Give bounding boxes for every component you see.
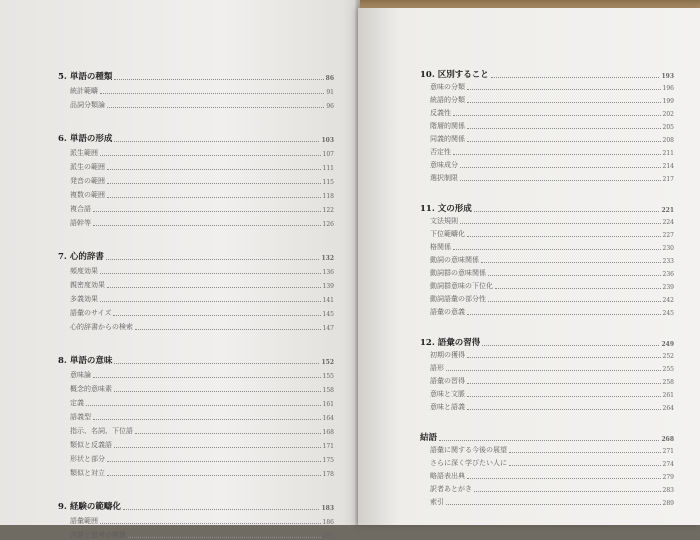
entry-title: 文法規則 [430,217,458,225]
entry-title: 発音の範囲 [70,177,105,185]
entry-title: 意味と語義 [430,403,465,411]
dot-leader [495,288,661,289]
dot-leader [488,275,661,276]
toc-entry [430,307,674,317]
page-number: 152 [321,359,334,366]
toc-entry [70,440,334,450]
toc-entry [70,384,334,394]
entry-title: 否定性 [430,148,451,156]
page-number: 168 [322,429,334,436]
entry-title: 選択制限 [430,174,458,182]
entry-title: 初期の獲得 [430,351,465,359]
dot-leader [467,236,661,237]
toc-entry [70,266,334,276]
entry-title: 類似と反義語 [70,441,112,449]
page-number: 283 [662,487,674,494]
toc-section-heading [58,132,334,144]
dot-leader [453,115,661,116]
page-number: 141 [322,297,334,304]
section-title: 11. 文の形成 [420,204,472,214]
entry-title: 派生の範囲 [70,163,105,171]
page-number: 239 [662,284,674,291]
page-number: 145 [322,311,334,318]
entry-title: 頻度効果 [70,267,98,275]
page-number: 189 [322,533,334,540]
page-number: 202 [662,111,674,118]
entry-title: 格関係 [430,243,451,251]
dot-leader [100,155,321,156]
page-number: 252 [662,353,674,360]
entry-title: 索引 [430,498,444,506]
page-number: 264 [662,405,674,412]
page-number: 183 [321,505,334,512]
toc-entry [70,454,334,464]
dot-leader [107,287,321,288]
dot-leader [488,301,661,302]
section-title: 10. 区別すること [420,70,489,80]
dot-leader [481,262,661,263]
toc-entry [70,162,334,172]
page-number: 126 [322,221,334,228]
entry-title: 複合語 [70,205,91,213]
toc-entry [430,108,674,118]
dot-leader [453,249,661,250]
entry-title: 語彙の意義 [430,308,465,316]
page-number: 233 [662,258,674,265]
toc-entry [430,445,674,455]
toc-entry [430,82,674,92]
dot-leader [509,452,661,453]
section-title: 9. 経験の範疇化 [58,502,121,512]
dot-leader [128,537,321,538]
toc-entry [70,204,334,214]
page-number: 230 [662,245,674,252]
entry-title: 語彙の習得 [430,377,465,385]
page-number: 186 [322,519,334,526]
entry-title: 略語表出典 [430,472,465,480]
toc-entry [430,484,674,494]
section-title: 6. 単語の形成 [58,134,113,144]
entry-title: 統計範疇 [70,87,98,95]
page-number: 221 [661,207,674,214]
dot-leader [107,475,321,476]
toc-entry [70,294,334,304]
dot-leader [460,167,661,168]
entry-title: 派生範囲 [70,149,98,157]
page-number: 175 [322,457,334,464]
entry-title: 定義 [70,399,84,407]
dot-leader [446,504,661,505]
page-number: 103 [321,137,334,144]
dot-leader [93,377,321,378]
toc-entry [430,350,674,360]
toc-entry [70,370,334,380]
dot-leader [93,211,321,212]
toc-section-heading [58,250,334,262]
toc-entry [430,173,674,183]
page-number: 115 [322,179,334,186]
page-number: 227 [662,232,674,239]
toc-entry [430,242,674,252]
entry-title: 複数の範囲 [70,191,105,199]
page-number: 211 [662,150,674,157]
toc-entry [70,426,334,436]
entry-title: 心的辞書からの検索 [70,323,133,331]
page-number: 132 [321,255,334,262]
toc-entry [70,322,334,332]
toc-entry [430,281,674,291]
page-number: 91 [326,89,334,96]
toc-entry [430,294,674,304]
section-title: 12. 語彙の習得 [420,338,481,348]
entry-title: 類似と対立 [70,469,105,477]
entry-title: 下位範疇化 [430,230,465,238]
toc-entry [70,468,334,478]
dot-leader [113,315,320,316]
page-number: 242 [662,297,674,304]
page-number: 178 [322,471,334,478]
entry-title: 意味論 [70,371,91,379]
dot-leader [100,523,321,524]
entry-title: 言語と思考の関係 [70,531,126,539]
section-title: 結語 [420,433,438,443]
dot-leader [114,79,323,80]
toc-section-heading [58,354,334,366]
entry-title: 語彙に関する今後の展望 [430,446,507,454]
entry-title: 訳者あとがき [430,485,472,493]
dot-leader [453,154,661,155]
dot-leader [107,197,321,198]
page-number: 196 [662,85,674,92]
page-number: 193 [661,73,674,80]
entry-title: 語彙範囲 [70,517,98,525]
toc-entry [430,95,674,105]
toc-entry [430,497,674,507]
toc-entry [430,268,674,278]
page-number: 122 [322,207,334,214]
entry-title: 階層的関係 [430,122,465,130]
entry-title: さらに深く学びたい人に [430,459,507,467]
page-number: 205 [662,124,674,131]
toc-entry [70,280,334,290]
entry-title: 意味と文脈 [430,390,465,398]
page-number: 199 [662,98,674,105]
toc-entry [430,147,674,157]
dot-leader [460,223,661,224]
page-number: 158 [322,387,334,394]
dot-leader [467,128,661,129]
toc-entry [430,229,674,239]
page-number: 118 [322,193,334,200]
section-title: 5. 単語の種類 [58,72,113,82]
page-number: 258 [662,379,674,386]
dot-leader [100,301,321,302]
page-number: 279 [662,474,674,481]
entry-title: 動詞の意味関係 [430,256,479,264]
dot-leader [467,89,661,90]
dot-leader [114,447,321,448]
dot-leader [114,391,321,392]
toc-entry [430,216,674,226]
dot-leader [467,102,661,103]
entry-title: 概念的意味素 [70,385,112,393]
toc-section-heading [58,500,334,512]
page-number: 268 [661,436,674,443]
toc-entry [70,530,334,540]
page-number: 147 [322,325,334,332]
dot-leader [474,211,660,212]
dot-leader [93,419,321,420]
dot-leader [100,273,321,274]
toc-section-heading [420,202,674,214]
dot-leader [123,509,320,510]
entry-title: 動詞群意味の下位化 [430,282,493,290]
page-number: 214 [662,163,674,170]
page-number: 96 [326,103,334,110]
entry-title: 語幹等 [70,219,91,227]
dot-leader [114,363,319,364]
toc-section-heading [420,68,674,80]
toc-entry [70,100,334,110]
dot-leader [446,370,661,371]
dot-leader [135,329,321,330]
toc-entry [430,363,674,373]
dot-leader [491,77,660,78]
dot-leader [467,478,661,479]
dot-leader [467,396,661,397]
toc-entry [70,148,334,158]
dot-leader [482,345,659,346]
page-number: 255 [662,366,674,373]
entry-title: 反義性 [430,109,451,117]
page-number: 161 [322,401,334,408]
entry-title: 形状と部分 [70,455,105,463]
dot-leader [474,491,661,492]
toc-entry [70,308,334,318]
entry-title: 語彙のサイズ [70,309,112,317]
page-number: 224 [662,219,674,226]
page-number: 171 [322,443,334,450]
page-number: 274 [662,461,674,468]
dot-leader [467,141,661,142]
entry-title: 統語的分類 [430,96,465,104]
entry-title: 品詞分類論 [70,101,105,109]
entry-title: 多義効果 [70,295,98,303]
dot-leader [135,433,321,434]
toc-section-heading [420,336,674,348]
dot-leader [107,183,321,184]
page-number: 164 [322,415,334,422]
page-number: 139 [322,283,334,290]
toc-entry [70,190,334,200]
dot-leader [439,440,659,441]
page-number: 236 [662,271,674,278]
toc-entry [430,402,674,412]
entry-title: 同義的関係 [430,135,465,143]
entry-title: 動詞語彙の部分性 [430,295,486,303]
dot-leader [106,259,320,260]
dot-leader [467,383,661,384]
toc-entry [70,86,334,96]
dot-leader [93,225,321,226]
entry-title: 親密度効果 [70,281,105,289]
dot-leader [114,141,319,142]
toc-entry [430,160,674,170]
toc-entry [430,389,674,399]
page-number: 271 [662,448,674,455]
toc-entry [70,218,334,228]
entry-title: 意味成分 [430,161,458,169]
dot-leader [467,314,661,315]
page-number: 111 [322,165,334,172]
section-title: 7. 心的辞書 [58,252,104,262]
toc-entry [70,412,334,422]
dot-leader [509,465,661,466]
page-number: 261 [662,392,674,399]
dot-leader [467,357,661,358]
toc-entry [430,255,674,265]
toc-entry [430,376,674,386]
entry-title: 動詞群の意味関係 [430,269,486,277]
toc-section-heading [58,70,334,82]
entry-title: 意味の分類 [430,83,465,91]
dot-leader [107,107,324,108]
page-number: 136 [322,269,334,276]
dot-leader [467,409,661,410]
dot-leader [460,180,661,181]
entry-title: 指示、名詞、下位語 [70,427,133,435]
toc-section-heading [420,431,674,443]
page-number: 289 [662,500,674,507]
dot-leader [100,93,324,94]
entry-title: 語形 [430,364,444,372]
toc-entry [430,134,674,144]
dot-leader [107,461,321,462]
section-title: 8. 単語の意味 [58,356,113,366]
page-number: 217 [662,176,674,183]
toc-entry [430,121,674,131]
toc-entry [430,458,674,468]
page-number: 245 [662,310,674,317]
page-number: 155 [322,373,334,380]
entry-title: 語義型 [70,413,91,421]
toc-entry [70,176,334,186]
page-number: 249 [661,341,674,348]
toc-entry [430,471,674,481]
dot-leader [86,405,321,406]
page-number: 208 [662,137,674,144]
page-number: 107 [322,151,334,158]
toc-entry [70,398,334,408]
dot-leader [107,169,321,170]
page-number: 86 [325,75,334,82]
